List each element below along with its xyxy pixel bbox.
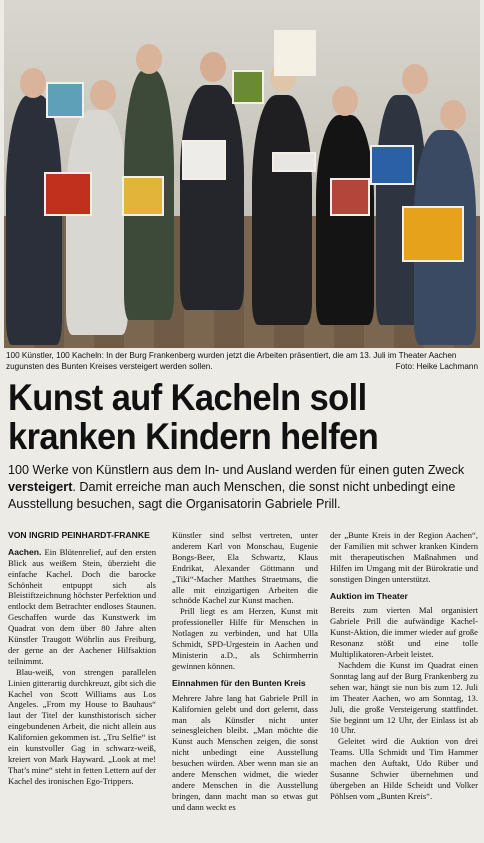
art-tile [232, 70, 264, 104]
photo-head [332, 86, 358, 116]
photo-head [136, 44, 162, 74]
lead-emphasis: versteigert [8, 480, 73, 494]
dateline: Aachen. [8, 546, 42, 557]
lead-text-end: . Damit erreiche man auch Menschen, die sonst nicht unbedingt eine Ausstellung besuchen, sagt die Organisatorin Gabriele Prill. [8, 480, 456, 511]
photo-person [252, 95, 312, 325]
photo-head [90, 80, 116, 110]
article-headline: Kunst auf Kacheln soll kranken Kindern helfen [8, 377, 379, 457]
subheading: Auktion im Theater [330, 590, 408, 601]
photo-head [200, 52, 226, 82]
caption-text: 100 Künstler, 100 Kacheln: In der Burg Frankenberg wurden jetzt die Arbeiten präsentiert, die am 13. Juli im Theater Aachen zugunsten des Bunten Kreises versteigert werden sollen. [6, 351, 457, 371]
paragraph-text: Ein Blütenrelief, auf den ersten Blick aus weißem Stein, überzieht die einfache Kachel. Doch die barocke Schönheit entpuppt sich als Bleistiftzeichnung höchster Perfektion und entlockt dem Betrachter endloses Staunen. Geschaffen wurde das Kunstwerk im Quadrat von dem über 80 Jahre alten Künstler Traugott Wöhrlin aus Freiburg, der gerne an der Aachener Hilfsaktion teilnimmt. [8, 546, 156, 666]
article-photo [4, 0, 480, 348]
photo-head [20, 68, 46, 98]
photo-person [180, 85, 244, 310]
art-tile [122, 176, 164, 216]
photo-head [402, 64, 428, 94]
article-column-1 [8, 530, 156, 787]
art-tile [44, 172, 92, 216]
article-column-2 [172, 530, 318, 813]
photo-person [6, 95, 62, 345]
photo-head [440, 100, 466, 130]
paragraph: Bereits zum vierten Mal organisiert Gabriele Prill die aufwändige Kachel-Kunst-Aktion, die immer wieder auf große Resonanz stößt und eine tolle Multiplikatoren-Arbeit leistet. [330, 605, 478, 660]
paragraph: Geleitet wird die Auktion von drei Teams. Ulla Schmidt und Tim Hammer machen den Auftakt, Udo Rüber und Susanne Schwier übernehmen und übergeben an Hilde Scheidt und Volker Pöhlsen vom „Bunten Kreis“. [330, 736, 478, 801]
paragraph: Künstler sind selbst vertreten, unter anderem Karl von Monschau, Eugenie Bongs-Beer, Ela Schwartz, Klaus Endrikat, Alexander Göttmann und „Tiki“-Macher Matthes Straetmans, die alle mit einzigartigen Arbeiten die schnöde Kachel zur Kunst machen. [172, 530, 318, 606]
paragraph: Nachdem die Kunst im Quadrat einen Sonntag lang auf der Burg Frankenberg zu sehen war, hängt sie nun bis zum 12. Juli im Theater Aachen, wo am Sonntag, 13. Juli, die große Versteigerung stattfindet. Sie beginnt um 12 Uhr, der Einlass ist ab 10 Uhr. [330, 659, 478, 736]
lead-text: 100 Werke von Künstlern aus dem In- und Ausland werden für einen guten Zweck [8, 463, 465, 477]
paragraph: der „Bunte Kreis in der Region Aachen“, der Familien mit schwer kranken Kindern mit therapeutischen Maßnahmen und Hilfen im Umgang mit der Bürokratie und sonstigen Dingen unterstützt. [330, 530, 478, 584]
art-tile [46, 82, 84, 118]
paragraph: Mehrere Jahre lang hat Gabriele Prill in Kalifornien gelebt und dort gelernt, dass man als Künstler nicht unter seinesgleichen bleibt. „Man möchte die Kunst auch Menschen zeigen, die sonst nicht unbedingt eine Ausstellung besuchen würden. Aber wenn man sie an andere Menschen widmet, die wieder andere Menschen in die Ausstellung bringen, dann macht man so etwas gut und dann weckt es [172, 692, 318, 812]
paragraph [8, 547, 156, 667]
art-tile [272, 152, 316, 172]
article-column-3 [330, 530, 478, 802]
photo-person [316, 115, 374, 325]
photo-person [66, 110, 128, 335]
paragraph: Blau-weiß, von strengen parallelen Linien gitterartig durchkreuzt, gibt sich die Kachel von Scott Williams aus Los Angeles. „From my House to Bauhaus“ laut der Titel der kunsthistorisch sicher eingebundenen Arbeit, die nicht allein aus Kalifornien gekommen ist. „Tru Selfie“ ist ein kunstvoller Gag in schwarz-weiß, kreiert von Mark Hayward. „Look at me! That’s mine“ steht in fetten Lettern auf der Kachel des ironischen Ego-Trippers. [8, 666, 156, 786]
art-tile [402, 206, 464, 262]
subheading: Einnahmen für den Bunten Kreis [172, 677, 306, 688]
art-tile [274, 30, 316, 76]
byline: VON INGRID PEINHARDT-FRANKE [8, 530, 150, 540]
photo-caption [6, 351, 478, 372]
article-lead [8, 462, 476, 513]
paragraph: Prill liegt es am Herzen, Kunst mit professioneller Hilfe für Menschen in Notlagen zu verbinden, und hat Ulla Schmidt, SPD-Urgestein in Aachen und Ministerin a.D., als Schirmherrin gewinnen können. [172, 606, 318, 671]
photo-credit: Foto: Heike Lachmann [395, 361, 478, 371]
art-tile [370, 145, 414, 185]
art-tile [182, 140, 226, 180]
art-tile [330, 178, 370, 216]
